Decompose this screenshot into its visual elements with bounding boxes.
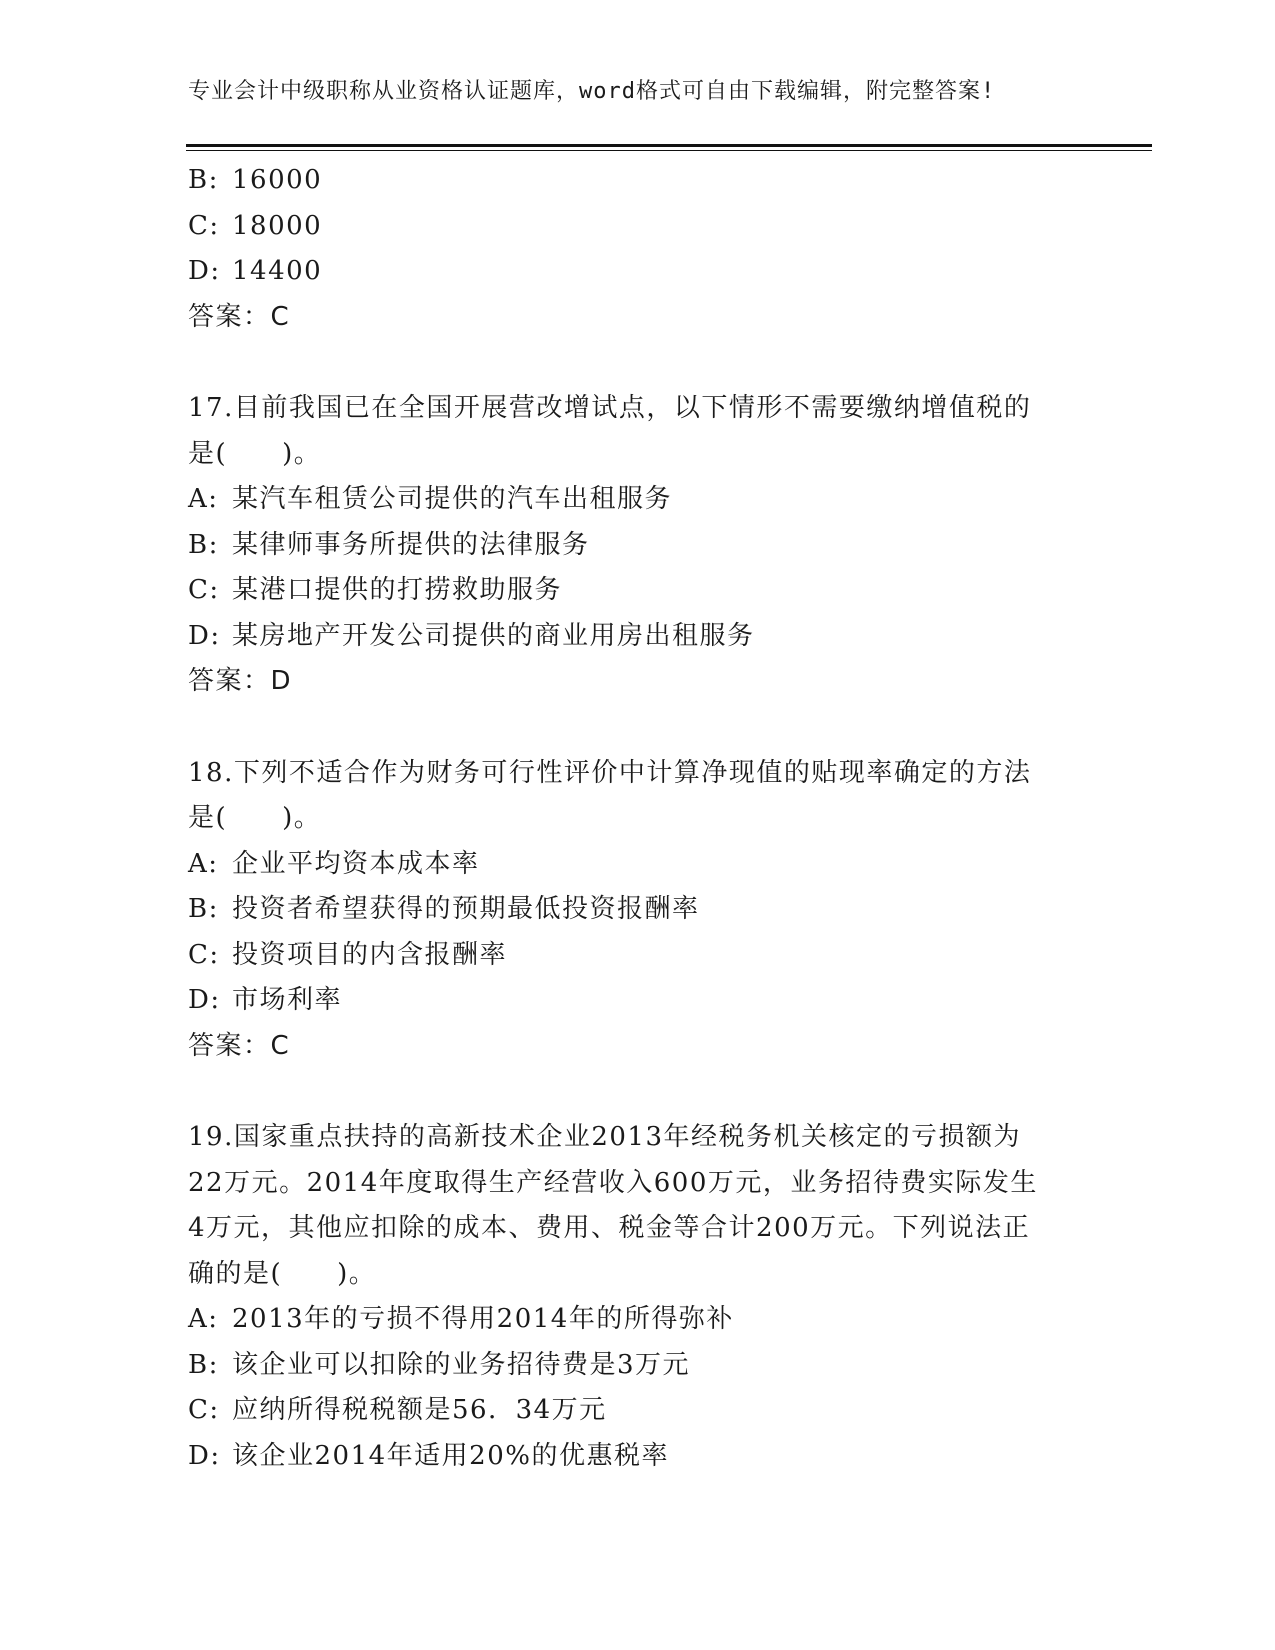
option-text: 企业平均资本成本率 xyxy=(232,848,480,879)
option-text: 某港口提供的打捞救助服务 xyxy=(232,575,563,605)
option-key: A: xyxy=(188,1304,219,1334)
question-stem: 19.国家重点扶持的高新技术企业2013年经税务机关核定的亏损额为 xyxy=(188,1122,1022,1152)
answer-line: 答案：C xyxy=(188,1030,291,1061)
option-line xyxy=(188,842,1088,888)
question-gap xyxy=(188,1069,1088,1115)
option-text: 投资项目的内含报酬率 xyxy=(232,939,508,970)
question-stem: 确的是( )。 xyxy=(188,1258,377,1289)
option-line xyxy=(188,1388,1088,1434)
option-line xyxy=(188,158,1088,204)
option-line xyxy=(188,933,1088,979)
option-text: 应纳所得税税额是56．34万元 xyxy=(232,1395,607,1425)
question-stem: 4万元，其他应扣除的成本、费用、税金等合计200万元。下列说法正 xyxy=(188,1213,1031,1243)
option-text: 市场利率 xyxy=(232,985,343,1015)
header-rule-thin xyxy=(186,150,1152,151)
option-text: 投资者希望获得的预期最低投资报酬率 xyxy=(232,894,700,924)
question-stem: 18.下列不适合作为财务可行性评价中计算净现值的贴现率确定的方法 xyxy=(188,757,1032,788)
option-line xyxy=(188,477,1088,523)
option-line xyxy=(188,1343,1088,1389)
page-header: 专业会计中级职称从业资格认证题库，word格式可自由下载编辑，附完整答案! xyxy=(188,79,996,104)
answer-line: 答案：D xyxy=(188,666,293,696)
option-key: D: xyxy=(188,1440,221,1471)
document-body xyxy=(188,158,1088,1479)
question-stem: 是( )。 xyxy=(188,803,322,833)
option-key: A: xyxy=(188,848,219,879)
question-stem: 22万元。2014年度取得生产经营收入600万元，业务招待费实际发生 xyxy=(188,1167,1038,1198)
question-gap xyxy=(188,705,1088,751)
option-text: 16000 xyxy=(232,165,323,195)
option-key: B: xyxy=(188,529,219,560)
option-text: 该企业2014年适用20%的优惠税率 xyxy=(232,1440,669,1471)
option-text: 18000 xyxy=(232,210,323,241)
option-text: 2013年的亏损不得用2014年的所得弥补 xyxy=(232,1304,734,1334)
option-key: D: xyxy=(188,256,221,286)
option-line xyxy=(188,249,1088,295)
option-key: C: xyxy=(188,575,220,605)
option-line xyxy=(188,568,1088,614)
option-key: C: xyxy=(188,210,220,241)
option-text: 14400 xyxy=(232,256,323,286)
option-text: 该企业可以扣除的业务招待费是3万元 xyxy=(232,1349,691,1380)
option-line xyxy=(188,523,1088,569)
option-key: D: xyxy=(188,620,221,651)
option-line xyxy=(188,1297,1088,1343)
option-line xyxy=(188,887,1088,933)
option-line xyxy=(188,978,1088,1024)
header-rule-thick xyxy=(186,144,1152,147)
option-text: 某汽车租赁公司提供的汽车出租服务 xyxy=(232,484,673,514)
option-line xyxy=(188,614,1088,660)
option-key: B: xyxy=(188,894,219,924)
question-stem: 17.目前我国已在全国开展营改增试点，以下情形不需要缴纳增值税的 xyxy=(188,393,1032,423)
option-key: B: xyxy=(188,165,219,195)
option-key: A: xyxy=(188,484,219,514)
question-gap xyxy=(188,340,1088,386)
option-line xyxy=(188,1434,1088,1480)
option-key: C: xyxy=(188,939,220,970)
answer-line: 答案：C xyxy=(188,301,291,332)
option-text: 某房地产开发公司提供的商业用房出租服务 xyxy=(232,620,755,651)
option-key: C: xyxy=(188,1395,220,1425)
option-key: B: xyxy=(188,1349,219,1380)
option-line xyxy=(188,204,1088,250)
option-text: 某律师事务所提供的法律服务 xyxy=(232,529,590,560)
option-key: D: xyxy=(188,985,221,1015)
question-stem: 是( )。 xyxy=(188,438,322,469)
